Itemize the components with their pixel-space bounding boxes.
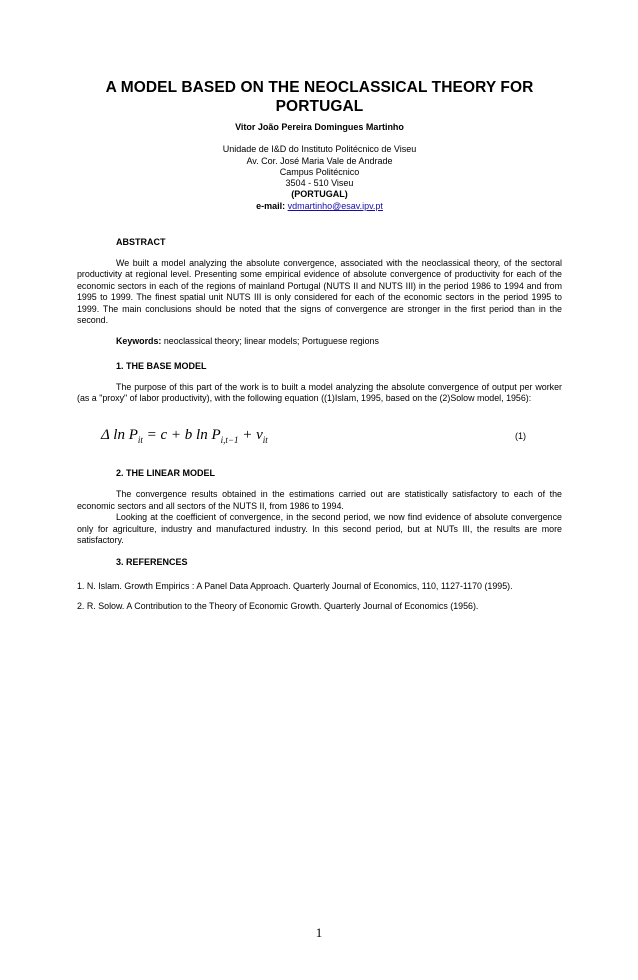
reference-item: 1. N. Islam. Growth Empirics : A Panel Data Approach. Quarterly Journal of Economics, 110, 1127-1170 (1995).: [77, 581, 513, 592]
section-heading-linear-model: 2. THE LINEAR MODEL: [116, 468, 216, 479]
affiliation-line: Unidade de I&D do Instituto Politécnico de Viseu: [222, 144, 417, 155]
section-heading-base-model: 1. THE BASE MODEL: [116, 360, 207, 371]
author-name: Vitor João Pereira Domingues Martinho: [235, 122, 404, 132]
email-line: [77, 201, 562, 212]
section-paragraph: The purpose of this part of the work is to built a model analyzing the absolute convergence of output per worker (as a "proxy" of labor productivity), with the following equation ((1)Islam, 1995, based on the (2)Solow model, 1956):: [77, 381, 562, 403]
postal-line: 3504 - 510 Viseu: [285, 178, 354, 189]
keywords-text: neoclassical theory; linear models; Portuguese regions: [163, 335, 379, 346]
email-label: e-mail:: [256, 200, 286, 211]
equation-number: (1): [515, 431, 526, 442]
affiliation-block: [77, 144, 562, 212]
keywords-line: [77, 336, 562, 347]
section-paragraph: Looking at the coefficient of convergence, in the second period, we now find evidence of absolute convergence only for agriculture, industry and manufactured industry. In this second period, but at NUTs III, the results are more satisfactory.: [77, 512, 562, 545]
campus-line: Campus Politécnico: [279, 166, 360, 177]
reference-item: 2. R. Solow. A Contribution to the Theory of Economic Growth. Quarterly Journal of Economics (1956).: [77, 601, 479, 612]
address-line: Av. Cor. José Maria Vale de Andrade: [246, 155, 393, 166]
section-paragraph: The convergence results obtained in the estimations carried out are statistically satisfactory to each of the economic sectors and all sectors of the NUTS II, from 1986 to 1994.: [77, 489, 562, 511]
abstract-text: We built a model analyzing the absolute convergence, associated with the neoclassical theory, of the sectoral productivity at regional level. Presenting some empirical evidence of absolute convergence of productivity for each of the economic sectors in each of the regions of mainland Portugal (NUTS II and NUTS III) in the period 1986 to 1994 and from 1995 to 1999. The finest spatial unit NUTS III is only considered for each of the economic sectors in the period 1995 to 1999. The main conclusions should be noted that the signs of convergence are stronger in the first period than in the second.: [77, 258, 562, 326]
abstract-heading: ABSTRACT: [116, 237, 166, 248]
equation-1: [77, 424, 562, 450]
page-number: 1: [315, 925, 323, 940]
email-link[interactable]: vdmartinho@esav.ipv.pt: [287, 200, 383, 211]
paper-page: [0, 78, 638, 980]
section-heading-references: 3. REFERENCES: [116, 557, 188, 568]
country-line: (PORTUGAL): [291, 189, 348, 200]
equation-formula: Δ $\ln P_{it} = c + b$ $\ln P_{i,t-1} + v_{it}$: [101, 427, 268, 446]
keywords-label: Keywords:: [116, 335, 162, 346]
paper-title: A MODEL BASED ON THE NEOCLASSICAL THEORY FOR PORTUGAL: [105, 79, 534, 115]
